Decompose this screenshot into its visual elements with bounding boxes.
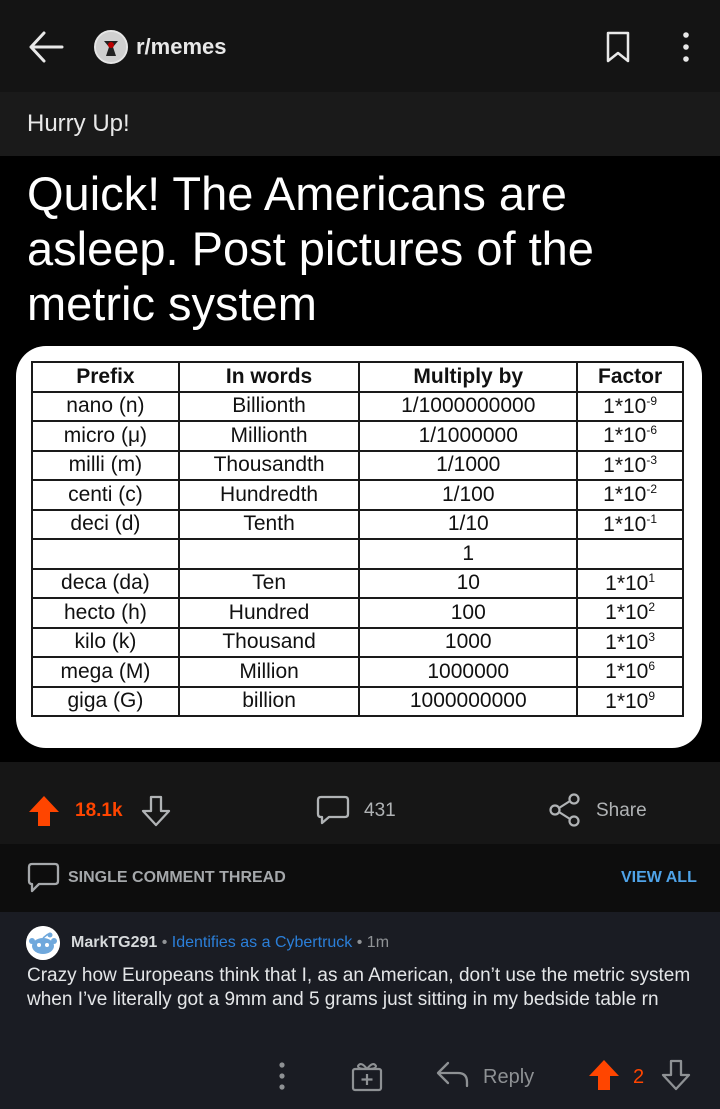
table-cell: Thousand [179, 628, 359, 658]
table-cell: 1000000 [359, 657, 577, 687]
table-cell: Ten [179, 569, 359, 599]
table-cell: 1/1000 [359, 451, 577, 481]
table-row [32, 539, 683, 569]
table-cell: $1*10^1$ [577, 569, 683, 599]
table-cell: giga (G) [32, 687, 179, 717]
table-cell: $1*10^{-6}$ [577, 421, 683, 451]
meta-separator: • [161, 934, 172, 951]
metric-table-card [16, 346, 702, 748]
table-cell: deci (d) [32, 510, 179, 540]
comment-vote-count: 2 [633, 1066, 645, 1088]
table-row [32, 628, 683, 658]
table-header-cell: Multiply by [359, 362, 577, 392]
table-row [32, 598, 683, 628]
table-cell: 100 [359, 598, 577, 628]
table-row [32, 451, 683, 481]
downvote-arrow-icon[interactable] [660, 1058, 692, 1092]
upvote-arrow-icon[interactable] [588, 1058, 620, 1092]
table-cell: Thousandth [179, 451, 359, 481]
table-header-cell: Factor [577, 362, 683, 392]
back-arrow-icon[interactable] [26, 28, 66, 66]
table-cell: $1*10^9$ [577, 687, 683, 717]
table-row [32, 510, 683, 540]
comment-body: Crazy how Europeans think that I, as an American, don’t use the metric system when I’ve literally got a 9mm and 5 grams just sitting in my bedside table rn [27, 965, 691, 1010]
table-row [32, 569, 683, 599]
table-cell: Billionth [179, 392, 359, 422]
table-cell: $1*10^{-2}$ [577, 480, 683, 510]
comment-author[interactable]: MarkTG291 [71, 934, 158, 951]
table-cell [577, 539, 683, 569]
table-cell: $1*10^{-9}$ [577, 392, 683, 422]
table-cell: centi (c) [32, 480, 179, 510]
comment-icon[interactable] [316, 794, 350, 826]
subreddit-avatar-icon[interactable] [94, 30, 128, 64]
share-button[interactable]: Share [596, 800, 647, 821]
award-gift-icon[interactable] [350, 1060, 384, 1092]
table-cell: micro (μ) [32, 421, 179, 451]
table-cell: Millionth [179, 421, 359, 451]
table-cell: 1000000000 [359, 687, 577, 717]
comment-age: 1m [366, 934, 390, 951]
table-cell: Hundredth [179, 480, 359, 510]
table-cell: 1/100 [359, 480, 577, 510]
reply-arrow-icon[interactable] [434, 1058, 470, 1090]
post-image[interactable] [0, 156, 720, 762]
single-comment-thread-label: SINGLE COMMENT THREAD [68, 869, 286, 886]
table-cell: deca (da) [32, 569, 179, 599]
meta-separator: • [356, 934, 367, 951]
table-cell: Hundred [179, 598, 359, 628]
upvote-arrow-icon[interactable] [28, 794, 60, 828]
table-row [32, 421, 683, 451]
subreddit-name[interactable]: r/memes [136, 34, 227, 59]
comment-meta [71, 934, 389, 952]
table-header-cell: Prefix [32, 362, 179, 392]
more-vertical-icon[interactable] [272, 1060, 292, 1092]
table-cell: Tenth [179, 510, 359, 540]
table-cell [32, 539, 179, 569]
table-cell: $1*10^{-1}$ [577, 510, 683, 540]
comment-count[interactable]: 431 [364, 800, 396, 821]
table-row [32, 657, 683, 687]
table-row [32, 392, 683, 422]
post-title: Hurry Up! [27, 110, 130, 137]
view-all-button[interactable]: VIEW ALL [621, 869, 697, 886]
table-row [32, 480, 683, 510]
share-icon[interactable] [548, 792, 582, 828]
table-cell: 1/10 [359, 510, 577, 540]
bookmark-icon[interactable] [604, 30, 632, 64]
table-header-row [32, 362, 683, 392]
table-cell: 10 [359, 569, 577, 599]
table-cell [179, 539, 359, 569]
table-cell: milli (m) [32, 451, 179, 481]
table-header-cell: In words [179, 362, 359, 392]
table-cell: $1*10^6$ [577, 657, 683, 687]
table-cell: kilo (k) [32, 628, 179, 658]
reply-button[interactable]: Reply [483, 1066, 535, 1088]
table-row [32, 687, 683, 717]
avatar[interactable] [26, 926, 60, 960]
downvote-arrow-icon[interactable] [140, 794, 172, 828]
table-cell: 1000 [359, 628, 577, 658]
meme-caption: Quick! The Americans are asleep. Post pictures of the metric system [27, 167, 594, 330]
table-cell: hecto (h) [32, 598, 179, 628]
table-cell: 1 [359, 539, 577, 569]
table-cell: 1/1000000 [359, 421, 577, 451]
metric-table [31, 361, 684, 717]
table-cell: Million [179, 657, 359, 687]
table-cell: $1*10^{-3}$ [577, 451, 683, 481]
table-cell: billion [179, 687, 359, 717]
table-cell: $1*10^2$ [577, 598, 683, 628]
table-cell: nano (n) [32, 392, 179, 422]
table-cell: mega (M) [32, 657, 179, 687]
more-vertical-icon[interactable] [676, 30, 696, 64]
upvote-count: 18.1k [75, 800, 123, 821]
user-flair: Identifies as a Cybertruck [171, 934, 353, 951]
table-body [32, 392, 683, 717]
table-cell: $1*10^3$ [577, 628, 683, 658]
comment-thread-icon [27, 861, 60, 894]
table-cell: 1/1000000000 [359, 392, 577, 422]
